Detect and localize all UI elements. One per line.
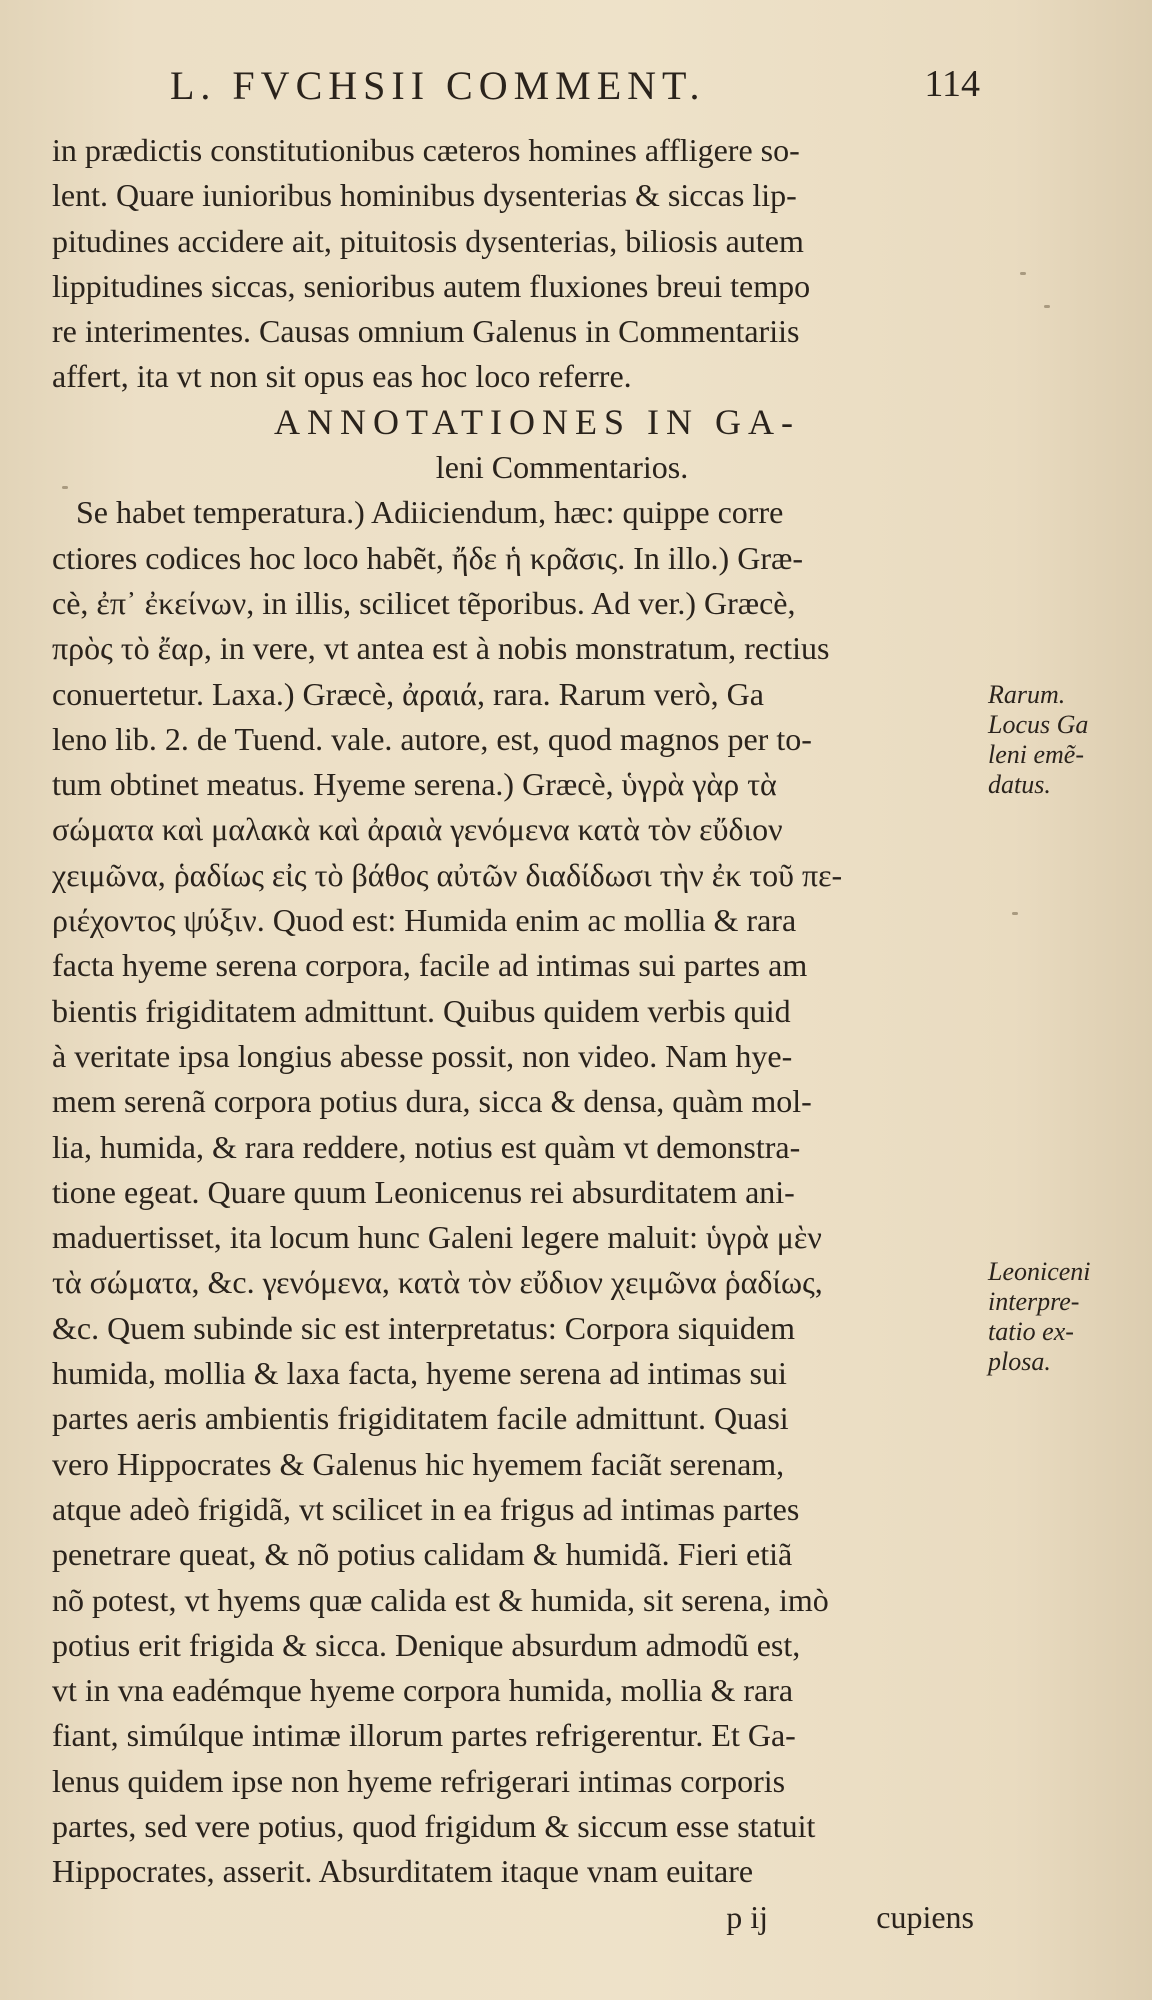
text-line: à veritate ipsa longius abesse possit, non video. Nam hye- bbox=[52, 1037, 793, 1074]
text-line: tione egeat. Quare quum Leonicenus rei absurditatem ani- bbox=[52, 1173, 795, 1210]
text-line: cè, ἐπ᾽ ἐκείνων, in illis, scilicet tẽporibus. Ad ver.) Græcè, bbox=[52, 584, 796, 621]
text-line: ctiores codices hoc loco habẽt, ἤδε ἡ κρᾶσις. In illo.) Græ- bbox=[52, 539, 803, 576]
text-line: &c. Quem subinde sic est interpretatus: Corpora siquidem bbox=[52, 1309, 795, 1346]
text-line: penetrare queat, & nõ potius calidam & humidã. Fieri etiã bbox=[52, 1536, 793, 1573]
margin-note: Leoniceni interpre- tatio ex- plosa. bbox=[988, 1257, 1091, 1376]
text-line: maduertisset, ita locum hunc Galeni legere maluit: ὑγρὰ μὲν bbox=[52, 1219, 822, 1256]
text-line: lent. Quare iunioribus hominibus dysenterias & siccas lip- bbox=[52, 177, 797, 214]
text-line: atque adeò frigidã, vt scilicet in ea frigus ad intimas partes bbox=[52, 1490, 800, 1527]
section-heading: ANNOTATIONES IN GA- bbox=[273, 401, 801, 442]
page-number: 114 bbox=[924, 63, 980, 105]
text-line: lia, humida, & rara reddere, notius est quàm vt demonstra- bbox=[52, 1128, 801, 1165]
ink-speck bbox=[62, 486, 68, 489]
running-title: L. FVCHSII COMMENT. bbox=[170, 63, 706, 108]
text-line: partes aeris ambientis frigiditatem facile admittunt. Quasi bbox=[52, 1400, 789, 1437]
text-line: tum obtinet meatus. Hyeme serena.) Græcè, ὑγρὰ γὰρ τὰ bbox=[52, 766, 777, 803]
catchword: cupiens bbox=[876, 1898, 974, 1935]
text-line: πρὸς τὸ ἔαρ, in vere, vt antea est à nobis monstratum, rectius bbox=[52, 630, 830, 667]
signature-mark: p ij bbox=[726, 1898, 769, 1935]
text-line: bientis frigiditatem admittunt. Quibus quidem verbis quid bbox=[52, 992, 791, 1029]
text-line: re interimentes. Causas omnium Galenus in Commentariis bbox=[52, 313, 800, 350]
section-heading-continued: leni Commentarios. bbox=[435, 449, 689, 486]
text-line: vt in vna eadémque hyeme corpora humida, mollia & rara bbox=[52, 1672, 794, 1709]
text-line: leno lib. 2. de Tuend. vale. autore, est, quod magnos per to- bbox=[52, 720, 812, 757]
text-line: Hippocrates, asserit. Absurditatem itaque vnam euitare bbox=[52, 1853, 754, 1890]
text-line: ριέχοντος ψύξιν. Quod est: Humida enim ac mollia & rara bbox=[52, 902, 797, 939]
text-line: τὰ σώματα, &c. γενόμενα, κατὰ τὸν εὔδιον χειμῶνα ῥαδίως, bbox=[52, 1264, 823, 1301]
ink-speck bbox=[1012, 912, 1018, 915]
text-line: lippitudines siccas, senioribus autem fluxiones breui tempo bbox=[52, 267, 811, 304]
body-text bbox=[52, 128, 982, 1940]
text-line: humida, mollia & laxa facta, hyeme serena ad intimas sui bbox=[52, 1355, 787, 1392]
text-line: σώματα καὶ μαλακὰ καὶ ἀραιὰ γενόμενα κατὰ τὸν εὔδιον bbox=[52, 811, 783, 848]
ink-speck bbox=[1020, 272, 1026, 275]
text-line: nõ potest, vt hyems quæ calida est & humida, sit serena, imò bbox=[52, 1581, 829, 1618]
margin-note: Rarum. Locus Ga leni emẽ- datus. bbox=[988, 680, 1089, 799]
text-line: mem serenã corpora potius dura, sicca & densa, quàm mol- bbox=[52, 1083, 812, 1120]
text-line: affert, ita vt non sit opus eas hoc loco referre. bbox=[52, 358, 632, 395]
text-line: lenus quidem ipse non hyeme refrigerari intimas corporis bbox=[52, 1762, 786, 1799]
text-line: facta hyeme serena corpora, facile ad intimas sui partes am bbox=[52, 947, 808, 984]
signature-line bbox=[52, 1895, 982, 1940]
text-line: χειμῶνα, ῥαδίως εἰς τὸ βάθος αὐτῶν διαδίδωσι τὴν ἐκ τοῦ πε- bbox=[52, 856, 843, 893]
text-line: fiant, simúlque intimæ illorum partes refrigerentur. Et Ga- bbox=[52, 1717, 796, 1754]
ink-speck bbox=[1044, 305, 1050, 308]
text-line: Se habet temperatura.) Adiiciendum, hæc: quippe corre bbox=[76, 494, 784, 531]
text-line: vero Hippocrates & Galenus hic hyemem faciãt serenam, bbox=[52, 1445, 785, 1482]
page-header bbox=[170, 62, 980, 118]
text-line: conuertetur. Laxa.) Græcè, ἀραιά, rara. Rarum verò, Ga bbox=[52, 675, 764, 712]
text-line: potius erit frigida & sicca. Denique absurdum admodũ est, bbox=[52, 1626, 801, 1663]
text-line: pitudines accidere ait, pituitosis dysenterias, biliosis autem bbox=[52, 222, 804, 259]
text-line: partes, sed vere potius, quod frigidum & siccum esse statuit bbox=[52, 1807, 816, 1844]
text-line: in prædictis constitutionibus cæteros homines affligere so- bbox=[52, 132, 800, 168]
